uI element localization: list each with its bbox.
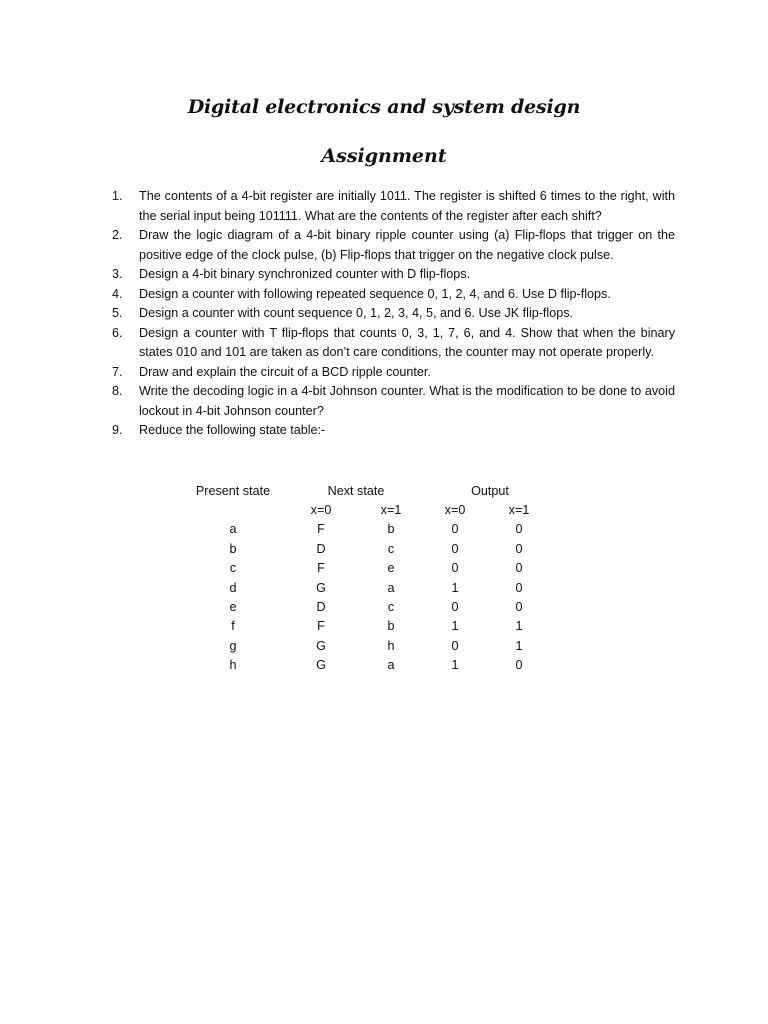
question-number: 1. — [112, 189, 123, 203]
output-x1-cell: 0 — [515, 541, 523, 556]
next-state-x0-cell: D — [316, 600, 326, 615]
table-row — [180, 559, 554, 578]
next-state-x1-cell: a — [387, 580, 395, 595]
present-state-cell: a — [229, 522, 237, 537]
question-text: Design a counter with T flip-flops that counts 0, 3, 1, 7, 6, and 4. Show that when the binary states 010 and 101 are taken as don’t care conditions, the counter may not operate properly. — [139, 325, 675, 359]
question-item — [112, 363, 675, 383]
table-row — [180, 597, 554, 616]
next-state-x1-cell: e — [387, 561, 395, 576]
question-list — [112, 187, 675, 441]
present-state-subheader — [180, 500, 286, 519]
state-table-header-row — [180, 481, 554, 500]
output-header: Output — [471, 483, 509, 498]
question-text: Design a counter with following repeated sequence 0, 1, 2, 4, and 6. Use D flip-flops. — [139, 286, 611, 301]
next-state-x0-cell: G — [316, 658, 326, 673]
output-x1-header: x=1 — [508, 503, 530, 518]
question-number: 5. — [112, 306, 123, 320]
question-text: Write the decoding logic in a 4-bit Johnson counter. What is the modification to be done to avoid lockout in 4-bit Johnson counter? — [139, 384, 675, 418]
table-row — [180, 617, 554, 636]
question-number: 7. — [112, 364, 123, 379]
present-state-cell: h — [229, 658, 237, 673]
present-state-cell: f — [231, 619, 235, 634]
document-title: Digital electronics and system design — [187, 96, 581, 118]
question-item — [112, 226, 675, 265]
table-row — [180, 578, 554, 597]
present-state-cell: b — [229, 541, 237, 556]
question-item — [112, 285, 675, 305]
output-x0-cell: 1 — [451, 658, 459, 673]
question-number: 6. — [112, 325, 123, 340]
next-state-x0-cell: F — [317, 619, 325, 634]
next-state-x1-cell: c — [387, 541, 395, 556]
next-state-x0-cell: G — [316, 580, 326, 595]
output-x0-cell: 0 — [451, 600, 459, 615]
question-item — [112, 304, 675, 324]
next-state-x0-cell: F — [317, 561, 325, 576]
question-number: 4. — [112, 286, 123, 301]
present-state-cell: g — [229, 638, 237, 653]
output-x0-cell: 1 — [451, 580, 459, 595]
question-text: The contents of a 4-bit register are initially 1011. The register is shifted 6 times to the right, with the serial input being 101111. What are the contents of the register after each shift? — [139, 189, 675, 223]
output-x1-cell: 0 — [515, 522, 523, 537]
question-text: Design a 4-bit binary synchronized counter with D flip-flops. — [139, 267, 471, 281]
next-state-x1-cell: h — [387, 638, 395, 653]
output-x1-cell: 1 — [515, 638, 523, 653]
question-number: 3. — [112, 267, 123, 281]
next-state-x0-cell: G — [316, 638, 326, 653]
question-item — [112, 265, 675, 285]
question-item — [112, 382, 675, 421]
question-number: 8. — [112, 384, 123, 398]
next-state-x0-cell: F — [317, 522, 325, 537]
question-number: 2. — [112, 228, 123, 242]
question-number: 9. — [112, 423, 123, 437]
output-x1-cell: 0 — [515, 600, 523, 615]
next-state-x1-cell: c — [387, 600, 395, 615]
output-x1-cell: 0 — [515, 580, 523, 595]
question-text: Design a counter with count sequence 0, 1, 2, 3, 4, 5, and 6. Use JK flip-flops. — [139, 306, 574, 320]
present-state-cell: e — [229, 600, 237, 615]
next-state-header: Next state — [327, 483, 385, 498]
output-x0-cell: 0 — [451, 522, 459, 537]
next-state-x1-cell: a — [387, 658, 395, 673]
next-state-x1-cell: b — [387, 522, 395, 537]
output-x1-cell: 1 — [515, 619, 523, 634]
output-x1-cell: 0 — [515, 561, 523, 576]
table-row — [180, 539, 554, 558]
output-x0-cell: 0 — [451, 638, 459, 653]
output-x0-cell: 0 — [451, 561, 459, 576]
table-row — [180, 656, 554, 675]
output-x0-cell: 0 — [451, 541, 459, 556]
present-state-header: Present state — [195, 483, 271, 498]
question-text: Reduce the following state table:- — [139, 423, 326, 437]
question-text: Draw and explain the circuit of a BCD ripple counter. — [139, 364, 431, 379]
question-text: Draw the logic diagram of a 4-bit binary ripple counter using (a) Flip-flops that trigger on the positive edge of the clock pulse, (b) Flip-flops that trigger on the negative clock pulse. — [139, 228, 675, 262]
present-state-cell: c — [229, 561, 237, 576]
question-item — [112, 187, 675, 226]
document-subtitle: Assignment — [321, 145, 447, 167]
output-x1-cell: 0 — [515, 658, 523, 673]
question-item — [112, 421, 675, 441]
state-table-subheader-row — [180, 500, 554, 519]
table-row — [180, 636, 554, 655]
state-table — [180, 481, 554, 675]
output-x0-header: x=0 — [444, 503, 466, 518]
next-state-x1-header: x=1 — [380, 503, 402, 518]
next-state-x1-cell: b — [387, 619, 395, 634]
next-state-x0-header: x=0 — [310, 503, 332, 518]
next-state-x0-cell: D — [316, 541, 326, 556]
present-state-cell: d — [229, 580, 237, 595]
table-row — [180, 520, 554, 539]
output-x0-cell: 1 — [451, 619, 459, 634]
question-item — [112, 324, 675, 363]
